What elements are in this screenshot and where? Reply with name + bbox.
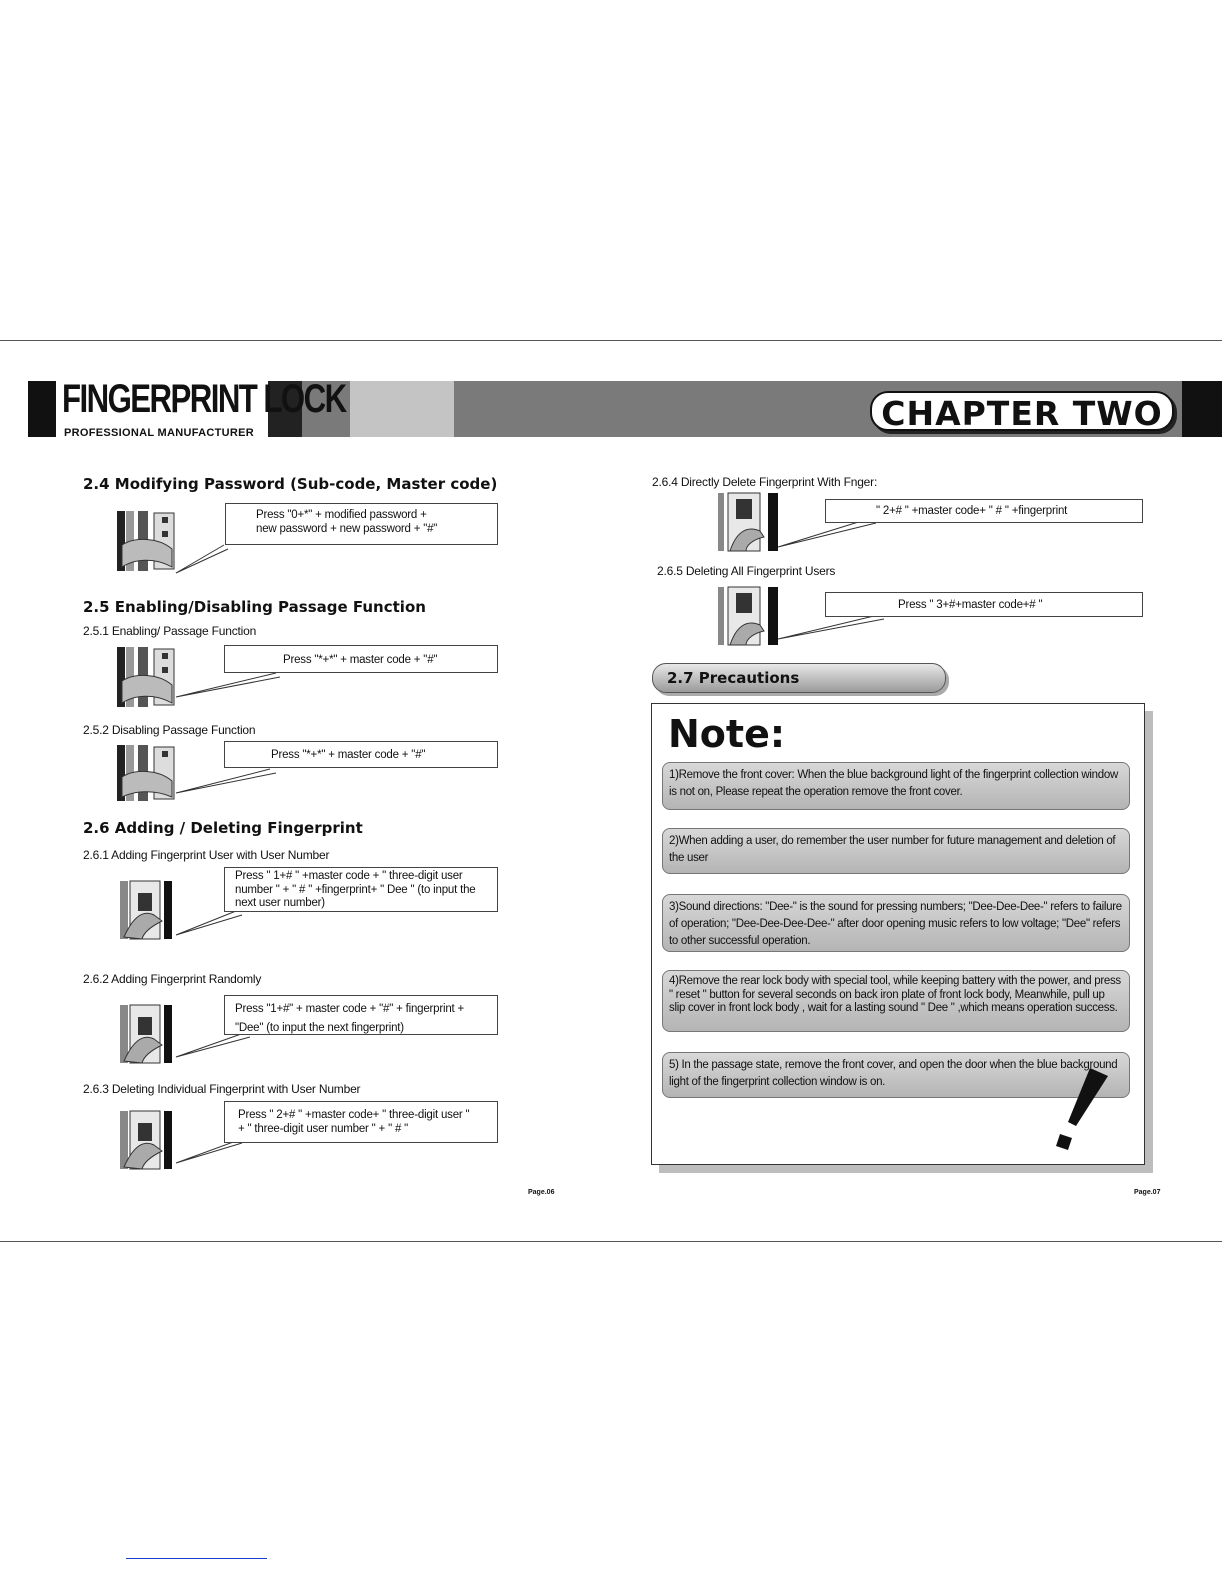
callout-pointer (176, 671, 286, 701)
exclamation-icon (1050, 1064, 1120, 1154)
fingerprint-scanner-image (114, 1003, 178, 1065)
fingerprint-scanner-image (716, 491, 780, 553)
callout-2-5-1: Press "*+*" + master code + "#" (224, 645, 498, 673)
section-2-7-heading: 2.7 Precautions (667, 669, 800, 687)
note-item-2: 2)When adding a user, do remember the user number for future management and deletion of the user (662, 828, 1130, 874)
note-item-3: 3)Sound directions: "Dee-" is the sound for pressing numbers; "Dee-Dee-Dee-" refers to failure of operation; "Dee-Dee-Dee-Dee-" after door opening music refers to low voltage; "Dee" refers to other successful operation. (662, 894, 1130, 952)
brand-logo: FINGERPRINT LOCK (62, 377, 346, 421)
callout-2-4 (225, 503, 498, 545)
callout-2-6-3-line1: Press " 2+# " +master code+ " three-digit user " (238, 1109, 470, 1121)
header-block (28, 381, 56, 437)
note-box (651, 703, 1145, 1165)
callout-pointer (176, 909, 256, 939)
callout-2-5-2: Press "*+*" + master code + "#" (224, 741, 498, 768)
callout-2-6-4: " 2+# " +master code+ " # " +fingerprint (825, 499, 1143, 523)
callout-2-6-2-line2: "Dee" (to input the next fingerprint) (235, 1022, 404, 1034)
section-2-6-5-title: 2.6.5 Deleting All Fingerprint Users (657, 564, 836, 578)
section-2-4-heading: 2.4 Modifying Password (Sub-code, Master code) (83, 475, 498, 493)
callout-pointer (176, 545, 236, 575)
callout-2-6-2 (224, 995, 498, 1035)
lock-handle-image (114, 509, 178, 573)
header-bar (0, 377, 1222, 439)
note-item-5: 5) In the passage state, remove the front cover, and open the door when the blue background light of the fingerprint collection window is on. (662, 1052, 1130, 1098)
page-number-left: Page.06 (528, 1189, 555, 1196)
callout-2-6-2-line1: Press "1+#" + master code + "#" + fingerprint + (235, 1003, 465, 1015)
note-item-1: 1)Remove the front cover: When the blue background light of the fingerprint collection window is not on, Please repeat the operation remove the front cover. (662, 762, 1130, 810)
section-2-5-2-title: 2.5.2 Disabling Passage Function (83, 723, 256, 737)
callout-2-4-line2: new password + new password + "#" (256, 523, 438, 535)
section-2-6-heading: 2.6 Adding / Deleting Fingerprint (83, 819, 363, 837)
section-2-5-heading: 2.5 Enabling/Disabling Passage Function (83, 598, 426, 616)
section-2-6-2-title: 2.6.2 Adding Fingerprint Randomly (83, 972, 262, 986)
precautions-banner (652, 663, 946, 693)
section-2-6-1-title: 2.6.1 Adding Fingerprint User with User Number (83, 848, 330, 862)
fingerprint-scanner-image (114, 1109, 178, 1171)
manual-spread (0, 340, 1222, 1242)
page-number-right: Page.07 (1134, 1189, 1161, 1196)
section-2-6-4-title: 2.6.4 Directly Delete Fingerprint With Fnger: (652, 475, 878, 489)
callout-2-6-1: Press " 1+# " +master code + " three-digit user number " + " # " +fingerprint+ " Dee " (to input the next user number) (224, 867, 498, 912)
callout-pointer (176, 1139, 256, 1167)
lock-handle-image (114, 743, 178, 803)
chapter-title: CHAPTER TWO (881, 394, 1163, 433)
link-underline[interactable] (126, 1558, 267, 1559)
fingerprint-scanner-image (114, 879, 178, 941)
section-2-5-1-title: 2.5.1 Enabling/ Passage Function (83, 624, 257, 638)
section-2-6-3-title: 2.6.3 Deleting Individual Fingerprint with User Number (83, 1082, 361, 1096)
lock-handle-image (114, 645, 178, 709)
header-block (1182, 381, 1222, 437)
callout-2-6-5: Press " 3+#+master code+# " (825, 592, 1143, 617)
callout-2-6-3 (224, 1101, 498, 1143)
fingerprint-scanner-image (716, 585, 780, 647)
callout-2-4-line1: Press "0+*" + modified password + (256, 509, 427, 521)
brand-subtitle: PROFESSIONAL MANUFACTURER (64, 427, 255, 439)
note-title: Note: (668, 712, 786, 756)
header-block (350, 381, 454, 437)
chapter-badge (870, 391, 1174, 431)
note-item-4: 4)Remove the rear lock body with special tool, while keeping battery with the power, and press " reset " button for several seconds on back iron plate of front lock body, Meanwhile, pull up slip cover in front lock body , wait for a lasting sound " Dee " ,which means operation success. (662, 970, 1130, 1032)
callout-pointer (176, 767, 286, 797)
callout-2-6-3-line2: + " three-digit user number " + " # " (238, 1123, 409, 1135)
